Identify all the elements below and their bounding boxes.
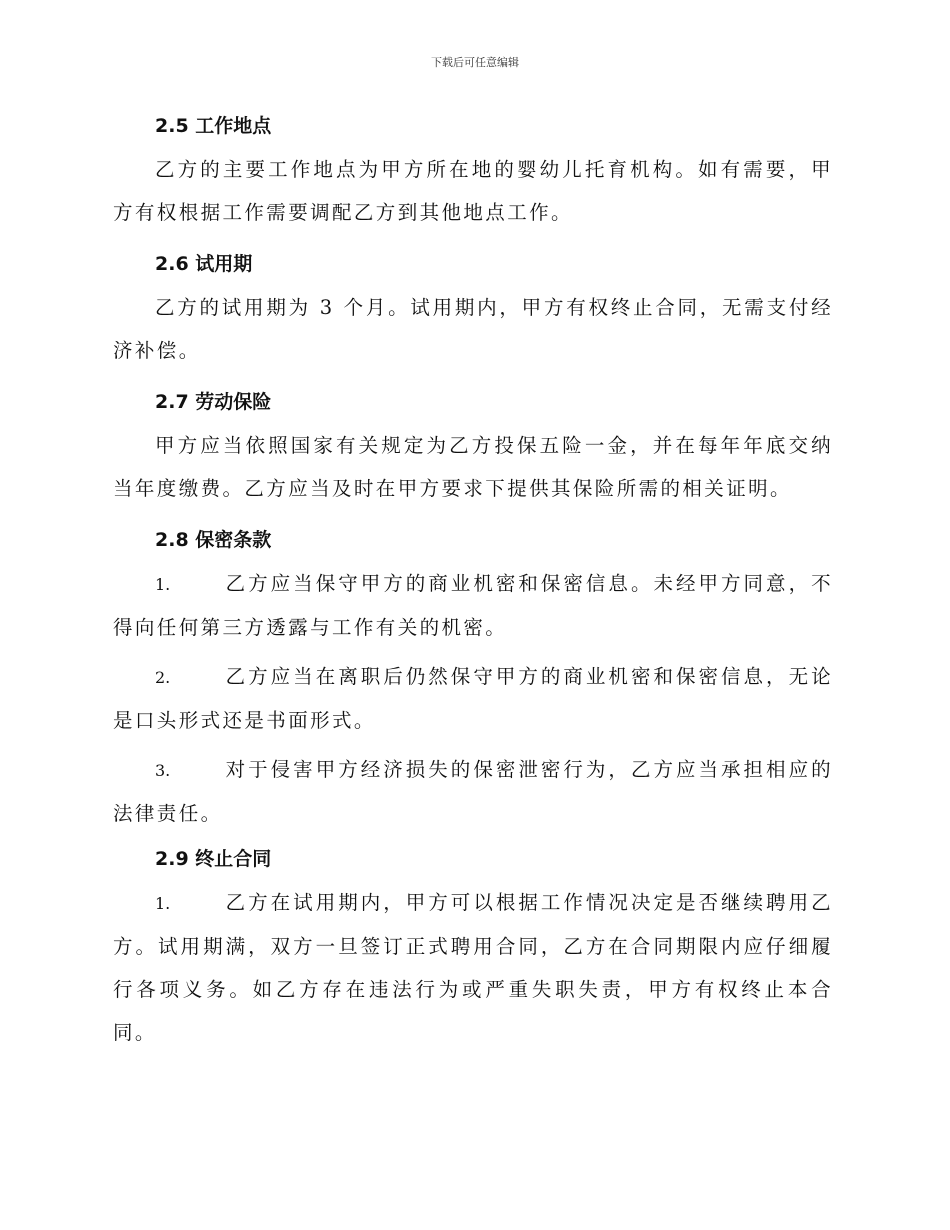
item-number: 1. xyxy=(155,894,171,913)
item-number: 3. xyxy=(155,761,171,780)
item-number: 2. xyxy=(155,668,171,687)
section-heading-labor-insurance: 2.7 劳动保险 xyxy=(155,391,272,413)
section-heading-work-location: 2.5 工作地点 xyxy=(155,115,272,137)
page-header: 下载后可任意编辑 xyxy=(431,56,519,69)
section-heading-termination: 2.9 终止合同 xyxy=(155,848,272,870)
item-text: 对于侵害甲方经济损失的保密泄密行为，乙方应当承担相应的法律责任。 xyxy=(113,758,833,825)
termination-item-1 xyxy=(113,881,833,1054)
confidentiality-item-1 xyxy=(113,562,833,649)
item-text: 乙方应当保守甲方的商业机密和保密信息。未经甲方同意，不得向任何第三方透露与工作有关的机密。 xyxy=(113,572,833,639)
paragraph-work-location: 乙方的主要工作地点为甲方所在地的婴幼儿托育机构。如有需要，甲方有权根据工作需要调配乙方到其他地点工作。 xyxy=(113,158,833,224)
section-heading-confidentiality: 2.8 保密条款 xyxy=(155,529,272,551)
confidentiality-item-2 xyxy=(113,655,833,742)
item-text: 乙方应当在离职后仍然保守甲方的商业机密和保密信息，无论是口头形式还是书面形式。 xyxy=(113,665,833,732)
document-body xyxy=(113,110,833,1059)
confidentiality-item-3 xyxy=(113,748,833,835)
paragraph-labor-insurance: 甲方应当依照国家有关规定为乙方投保五险一金，并在每年年底交纳当年度缴费。乙方应当及时在甲方要求下提供其保险所需的相关证明。 xyxy=(113,434,833,500)
item-text: 乙方在试用期内，甲方可以根据工作情况决定是否继续聘用乙方。试用期满，双方一旦签订正式聘用合同，乙方在合同期限内应仔细履行各项义务。如乙方存在违法行为或严重失职失责，甲方有权终止本合同。 xyxy=(113,891,833,1044)
item-number: 1. xyxy=(155,575,171,594)
paragraph-probation: 乙方的试用期为 3 个月。试用期内，甲方有权终止合同，无需支付经济补偿。 xyxy=(113,296,833,362)
section-heading-probation: 2.6 试用期 xyxy=(155,253,253,275)
